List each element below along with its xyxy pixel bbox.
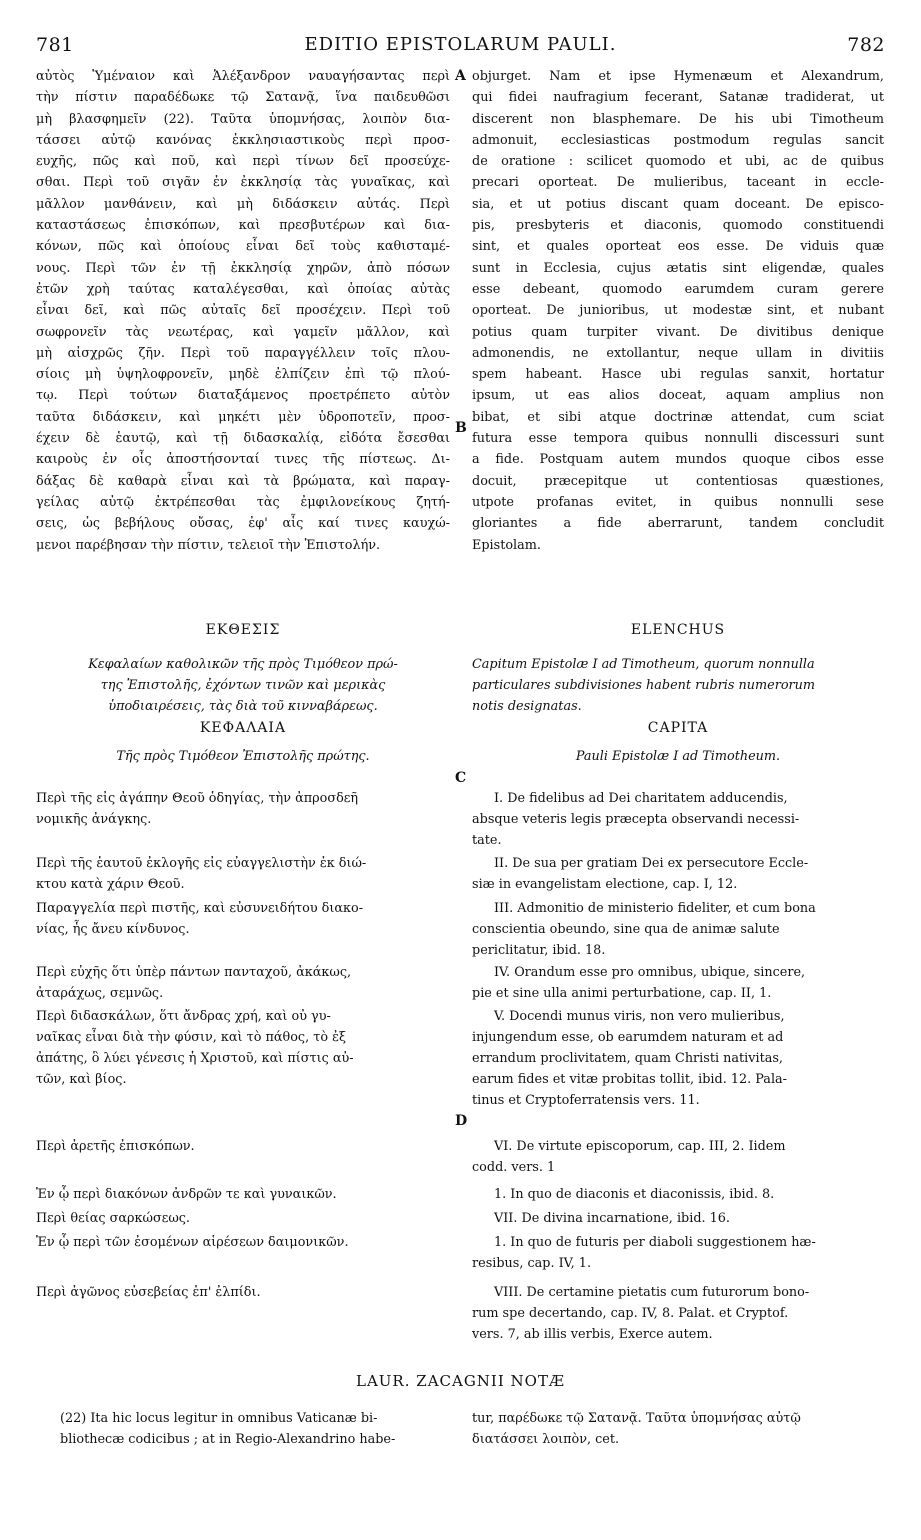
greek-chapter (36, 1208, 450, 1229)
latin-intro-line: potius quam turpiter vivant. De divitibus denique (472, 324, 884, 340)
greek-intro-line: τὴν πίστιν παραδέδωκε τῷ Σατανᾷ, ἵνα παιδευθῶσι (36, 90, 450, 106)
latin-chapter (472, 1208, 884, 1229)
latin-chapter-line: conscientia obeundo, sine qua de animæ salute (472, 922, 780, 937)
greek-intro (36, 66, 450, 556)
greek-intro-line: αὐτὸς Ὑμέναιον καὶ Ἀλέξανδρον ναυαγήσαντας περὶ (36, 69, 450, 84)
kephalaia-heading: ΚΕΦΑΛΑΙΑ (199, 720, 287, 736)
ekthesis-line: Κεφαλαίων καθολικῶν τῆς πρὸς Τιμόθεον πρώ- (88, 657, 398, 672)
greek-intro-line: έχειν δὲ ἑαυτῷ, καὶ τῇ διδασκαλίᾳ, εἰδότα ἔσεσθαι (36, 431, 450, 447)
greek-intro-line: σεις, ὡς βεβήλους οὔσας, ἐφ' αἷς καί τινες καυχώ- (36, 516, 450, 532)
latin-intro (472, 66, 884, 556)
greek-intro-line: μὴ αἰσχρῶς ζῆν. Περὶ τοῦ παραγγέλλειν τοῖς πλου- (36, 345, 450, 361)
latin-chapter-line: I. De fidelibus ad Dei charitatem adducendis, (494, 791, 788, 806)
notes-left (60, 1408, 450, 1450)
latin-intro-line: qui fidei naufragium fecerant, Satanæ tradiderat, ut (472, 90, 884, 106)
capita-subtitle: Pauli Epistolæ I ad Timotheum. (575, 749, 781, 764)
elenchus-text (472, 654, 884, 717)
greek-chapter-line: Παραγγελία περὶ πιστῆς, καὶ εὐσυνειδήτου διακο- (36, 901, 364, 916)
running-header (36, 34, 885, 58)
greek-intro-line: νους. Περὶ τῶν ἐν τῇ ἐκκλησίᾳ χηρῶν, ἀπὸ πόσων (36, 260, 450, 276)
ekthesis-text (36, 654, 450, 717)
elenchus-heading: ELENCHUS (630, 622, 726, 638)
greek-chapter (36, 962, 450, 1004)
latin-chapter-line: codd. vers. 1 (472, 1160, 556, 1175)
latin-intro-line: utpote profanas evitet, in quibus nonnulli sese (472, 494, 884, 510)
latin-intro-line: sia, et ut potius discant quam doceant. De episco- (472, 196, 884, 212)
latin-chapter-line: pie et sine ulla animi perturbatione, cap. II, 1. (472, 986, 772, 1001)
greek-chapter-line: τῶν, καὶ βίος. (36, 1072, 127, 1087)
greek-intro-line: μενοι παρέβησαν τὴν πίστιν, τελειοῖ τὴν Ἐπιστολήν. (36, 537, 381, 553)
latin-chapter (472, 1006, 884, 1111)
greek-chapter (36, 1184, 450, 1205)
latin-chapter (472, 962, 884, 1004)
greek-chapter-line: Περὶ ἀγῶνος εὐσεβείας ἐπ' ἐλπίδι. (36, 1285, 261, 1300)
latin-intro-line: spem habeant. Hasce ubi regulas sanxit, hortatur (472, 367, 884, 383)
greek-chapter (36, 1006, 450, 1090)
elenchus-line: notis designatas. (472, 699, 582, 714)
greek-intro-line: σίοις μὴ ὑψηλοφρονεῖν, μηδὲ ἐλπίζειν ἐπὶ τῷ πλού- (36, 367, 450, 383)
capita-heading: CAPITA (647, 720, 709, 736)
latin-intro-line: futura esse tempora quibus nonnulli discessuri sunt (472, 431, 884, 447)
latin-intro-line: pis, presbyteris et diaconis, quomodo constituendi (472, 218, 884, 234)
note-line: tur, παρέδωκε τῷ Σατανᾷ. Ταῦτα ὑπομνήσας αὐτῷ (472, 1411, 801, 1426)
latin-chapter (472, 788, 884, 851)
latin-chapter-line: 1. In quo de futuris per diaboli suggestionem hæ- (494, 1235, 816, 1250)
elenchus-line: particulares subdivisiones habent rubris numerorum (472, 678, 816, 693)
ekthesis-line: ὑποδιαιρέσεις, τὰς διὰ τοῦ κινναβάρεως. (108, 699, 378, 714)
greek-chapter-line: Περὶ εὐχῆς ὅτι ὑπὲρ πάντων πανταχοῦ, ἀκάκως, (36, 965, 352, 980)
latin-chapter-line: IV. Orandum esse pro omnibus, ubique, sincere, (494, 965, 806, 980)
latin-intro-line: discerent non blasphemare. De his ubi Timotheum (472, 111, 884, 127)
latin-chapter-line: tinus et Cryptoferratensis vers. 11. (472, 1093, 700, 1108)
greek-intro-line: ταῦτα διδάσκειν, καὶ μηκέτι μὲν ὑδροποτεῖν, προσ- (36, 409, 450, 425)
note-line: (22) Ita hic locus legitur in omnibus Vaticanæ bi- (60, 1411, 378, 1426)
latin-intro-line: oporteat. De junioribus, ut modestæ sint, et nubant (472, 303, 884, 319)
latin-chapter-line: errandum proclivitatem, quam Christi nativitas, (472, 1051, 783, 1066)
greek-chapter-line: ἀπάτης, ὃ λύει γένεσις ἡ Χριστοῦ, καὶ πίστις αὐ- (36, 1051, 354, 1066)
greek-chapter (36, 788, 450, 830)
kephalaia-subtitle: Τῆς πρὸς Τιμόθεον Ἐπιστολῆς πρώτης. (116, 749, 370, 764)
page-number-right: 782 (847, 34, 885, 56)
latin-chapter-line: rum spe decertando, cap. IV, 8. Palat. et Cryptof. (472, 1306, 789, 1321)
greek-intro-line: δάξας δὲ καθαρὰ εἶναι καὶ τὰ βρώματα, καὶ παραγ- (36, 473, 450, 489)
greek-chapter-line: Περὶ θείας σαρκώσεως. (36, 1211, 190, 1226)
latin-intro-line: esse debeant, quomodo earumdem curam gerere (472, 281, 884, 297)
latin-chapter-line: earum fides et vitæ probitas tollit, ibid. 12. Pala- (472, 1072, 787, 1087)
latin-chapter-line: 1. In quo de diaconis et diaconissis, ibid. 8. (494, 1187, 775, 1202)
latin-intro-line: sunt in Ecclesia, cujus ætatis sint eligendæ, quales (472, 260, 884, 276)
greek-chapter-line: ναῖκας εἶναι διὰ τὴν φύσιν, καὶ τὸ πάθος, τὸ ἐξ (36, 1030, 347, 1045)
latin-intro-line: admonuit, ecclesiasticas postmodum regulas sancit (472, 132, 884, 148)
latin-chapter-line: VI. De virtute episcoporum, cap. III, 2. Iidem (494, 1139, 786, 1154)
elenchus-line: Capitum Epistolæ I ad Timotheum, quorum nonnulla (472, 657, 815, 672)
latin-chapter-line: absque veteris legis præcepta observandi necessi- (472, 812, 800, 827)
running-title: EDITIO EPISTOLARUM PAULI. (304, 34, 617, 55)
latin-intro-line: admonendis, ne extollantur, neque ullam in divitiis (472, 345, 884, 361)
greek-chapter-line: Περὶ τῆς εἰς ἀγάπην Θεοῦ ὁδηγίας, τὴν ἀπροσδεῆ (36, 791, 359, 806)
greek-intro-line: σωφρονεῖν τὰς νεωτέρας, καὶ γαμεῖν μᾶλλον, καὶ (36, 324, 450, 340)
note-line: διατάσσει λοιπὸν, cet. (472, 1432, 620, 1447)
margin-marker-c: C (455, 770, 467, 786)
greek-chapter-line: κτου κατὰ χάριν Θεοῦ. (36, 877, 185, 892)
latin-intro-line: precari oporteat. De mulieribus, taceant in eccle- (472, 175, 884, 191)
latin-chapter-line: III. Admonitio de ministerio fideliter, et cum bona (494, 901, 816, 916)
greek-chapter (36, 1282, 450, 1303)
notes-right (472, 1408, 884, 1450)
ekthesis-heading: ΕΚΘΕΣΙΣ (205, 622, 281, 638)
latin-intro-line: de oratione : scilicet quomodo et ubi, ac de quibus (472, 154, 884, 170)
latin-chapter-line: VIII. De certamine pietatis cum futurorum bono- (494, 1285, 810, 1300)
greek-intro-line: ἐτῶν χρὴ ταύτας καταλέγεσθαι, καὶ ὁποίας αὐτὰς (36, 281, 450, 297)
greek-intro-line: γείλας αὐτῷ ἐκτρέπεσθαι τὰς ἐμφιλονείκους ζητή- (36, 494, 450, 510)
greek-intro-line: καταστάσεως ἐπισκόπων, καὶ πρεσβυτέρων καὶ δια- (36, 218, 450, 234)
greek-chapter-line: νομικῆς ἀνάγκης. (36, 812, 152, 827)
latin-chapter-line: resibus, cap. IV, 1. (472, 1256, 592, 1271)
latin-chapter (472, 1136, 884, 1178)
latin-chapter-line: periclitatur, ibid. 18. (472, 943, 606, 958)
latin-intro-line: sint, et quales oporteat eos esse. De viduis quæ (472, 239, 884, 255)
greek-chapter-line: ἀταράχως, σεμνῶς. (36, 986, 164, 1001)
latin-chapter-line: tate. (472, 833, 502, 848)
ekthesis-line: της Ἐπιστολῆς, ἐχόντων τινῶν καὶ μερικὰς (100, 678, 386, 693)
latin-chapter (472, 1184, 884, 1205)
greek-intro-line: ευχῆς, πῶς καὶ ποῦ, καὶ περὶ τίνων δεῖ προσεύχε- (36, 154, 450, 170)
margin-marker-a: A (455, 68, 466, 84)
margin-marker-d: D (455, 1113, 468, 1129)
greek-intro-line: κόνων, πῶς καὶ ὁποίους εἶναι δεῖ τοὺς καθισταμέ- (36, 239, 450, 255)
greek-chapter-line: Περὶ ἀρετῆς ἐπισκόπων. (36, 1139, 195, 1154)
latin-chapter-line: V. Docendi munus viris, non vero mulieribus, (494, 1009, 785, 1024)
page-number-left: 781 (36, 34, 74, 56)
greek-chapter (36, 1232, 450, 1253)
latin-chapter (472, 898, 884, 961)
latin-chapter-line: vers. 7, ab illis verbis, Exerce autem. (472, 1327, 713, 1342)
greek-chapter-line: Περὶ διδασκάλων, ὅτι ἄνδρας χρή, καὶ οὐ γυ- (36, 1009, 331, 1024)
greek-chapter-line: Ἐν ᾧ περὶ διακόνων ἀνδρῶν τε καὶ γυναικῶν. (36, 1187, 337, 1202)
latin-intro-line: Epistolam. (472, 537, 541, 553)
latin-chapter-line: VII. De divina incarnatione, ibid. 16. (494, 1211, 730, 1226)
greek-intro-line: εἶναι δεῖ, καὶ πῶς αὐταῖς δεῖ προσέχειν. Περὶ τοῦ (36, 303, 450, 319)
notes-heading: LAUR. ZACAGNII NOTÆ (356, 1372, 565, 1390)
greek-chapter-line: νίας, ἧς ἄνευ κίνδυνος. (36, 922, 190, 937)
greek-intro-line: μὴ βλασφημεῖν (22). Ταῦτα ὑπομνήσας, λοιπὸν δια- (36, 111, 450, 127)
margin-marker-b: B (455, 420, 467, 436)
latin-chapter-line: II. De sua per gratiam Dei ex persecutore Eccle- (494, 856, 809, 871)
greek-chapter-line: Ἐν ᾧ περὶ τῶν ἐσομένων αἱρέσεων δαιμονικῶν. (36, 1235, 349, 1250)
greek-chapter (36, 1136, 450, 1157)
greek-intro-line: σθαι. Περὶ τοῦ σιγᾶν ἐν ἐκκλησίᾳ τὰς γυναῖκας, καὶ (36, 175, 450, 191)
latin-chapter-line: siæ in evangelistam electione, cap. I, 12. (472, 877, 738, 892)
latin-intro-line: ipsum, ut eas alios doceat, aquam amplius non (472, 388, 884, 404)
greek-chapter (36, 898, 450, 940)
greek-chapter-line: Περὶ τῆς ἑαυτοῦ ἐκλογῆς εἰς εὐαγγελιστὴν ἐκ διώ- (36, 856, 367, 871)
latin-intro-line: bibat, et sibi atque doctrinæ attendat, cum sciat (472, 409, 884, 425)
latin-intro-line: objurget. Nam et ipse Hymenæum et Alexandrum, (472, 69, 884, 84)
latin-chapter (472, 1282, 884, 1345)
latin-chapter (472, 1232, 884, 1274)
latin-intro-line: gloriantes a fide aberrarunt, tandem concludit (472, 516, 884, 532)
latin-chapter (472, 853, 884, 895)
greek-intro-line: τῳ. Περὶ τούτων διαταξάμενος προετρέπετο αὐτὸν (36, 388, 450, 404)
note-line: bliothecæ codicibus ; at in Regio-Alexandrino habe- (60, 1432, 396, 1447)
latin-intro-line: a fide. Postquam autem mundos quoque cibos esse (472, 452, 884, 468)
latin-chapter-line: injungendum esse, ob earumdem naturam et ad (472, 1030, 784, 1045)
greek-intro-line: μᾶλλον μανθάνειν, καὶ μὴ διδάσκειν αὐτάς. Περὶ (36, 196, 450, 212)
greek-chapter (36, 853, 450, 895)
greek-intro-line: τάσσει αὐτῷ κανόνας ἐκκλησιαστικοὺς περὶ προσ- (36, 132, 450, 148)
greek-intro-line: καιροὺς ἐν οἷς ἀποστήσονταί τινες τῆς πίστεως. Δι- (36, 452, 450, 468)
latin-intro-line: docuit, præcepitque ut contentiosas quæstiones, (472, 473, 884, 489)
